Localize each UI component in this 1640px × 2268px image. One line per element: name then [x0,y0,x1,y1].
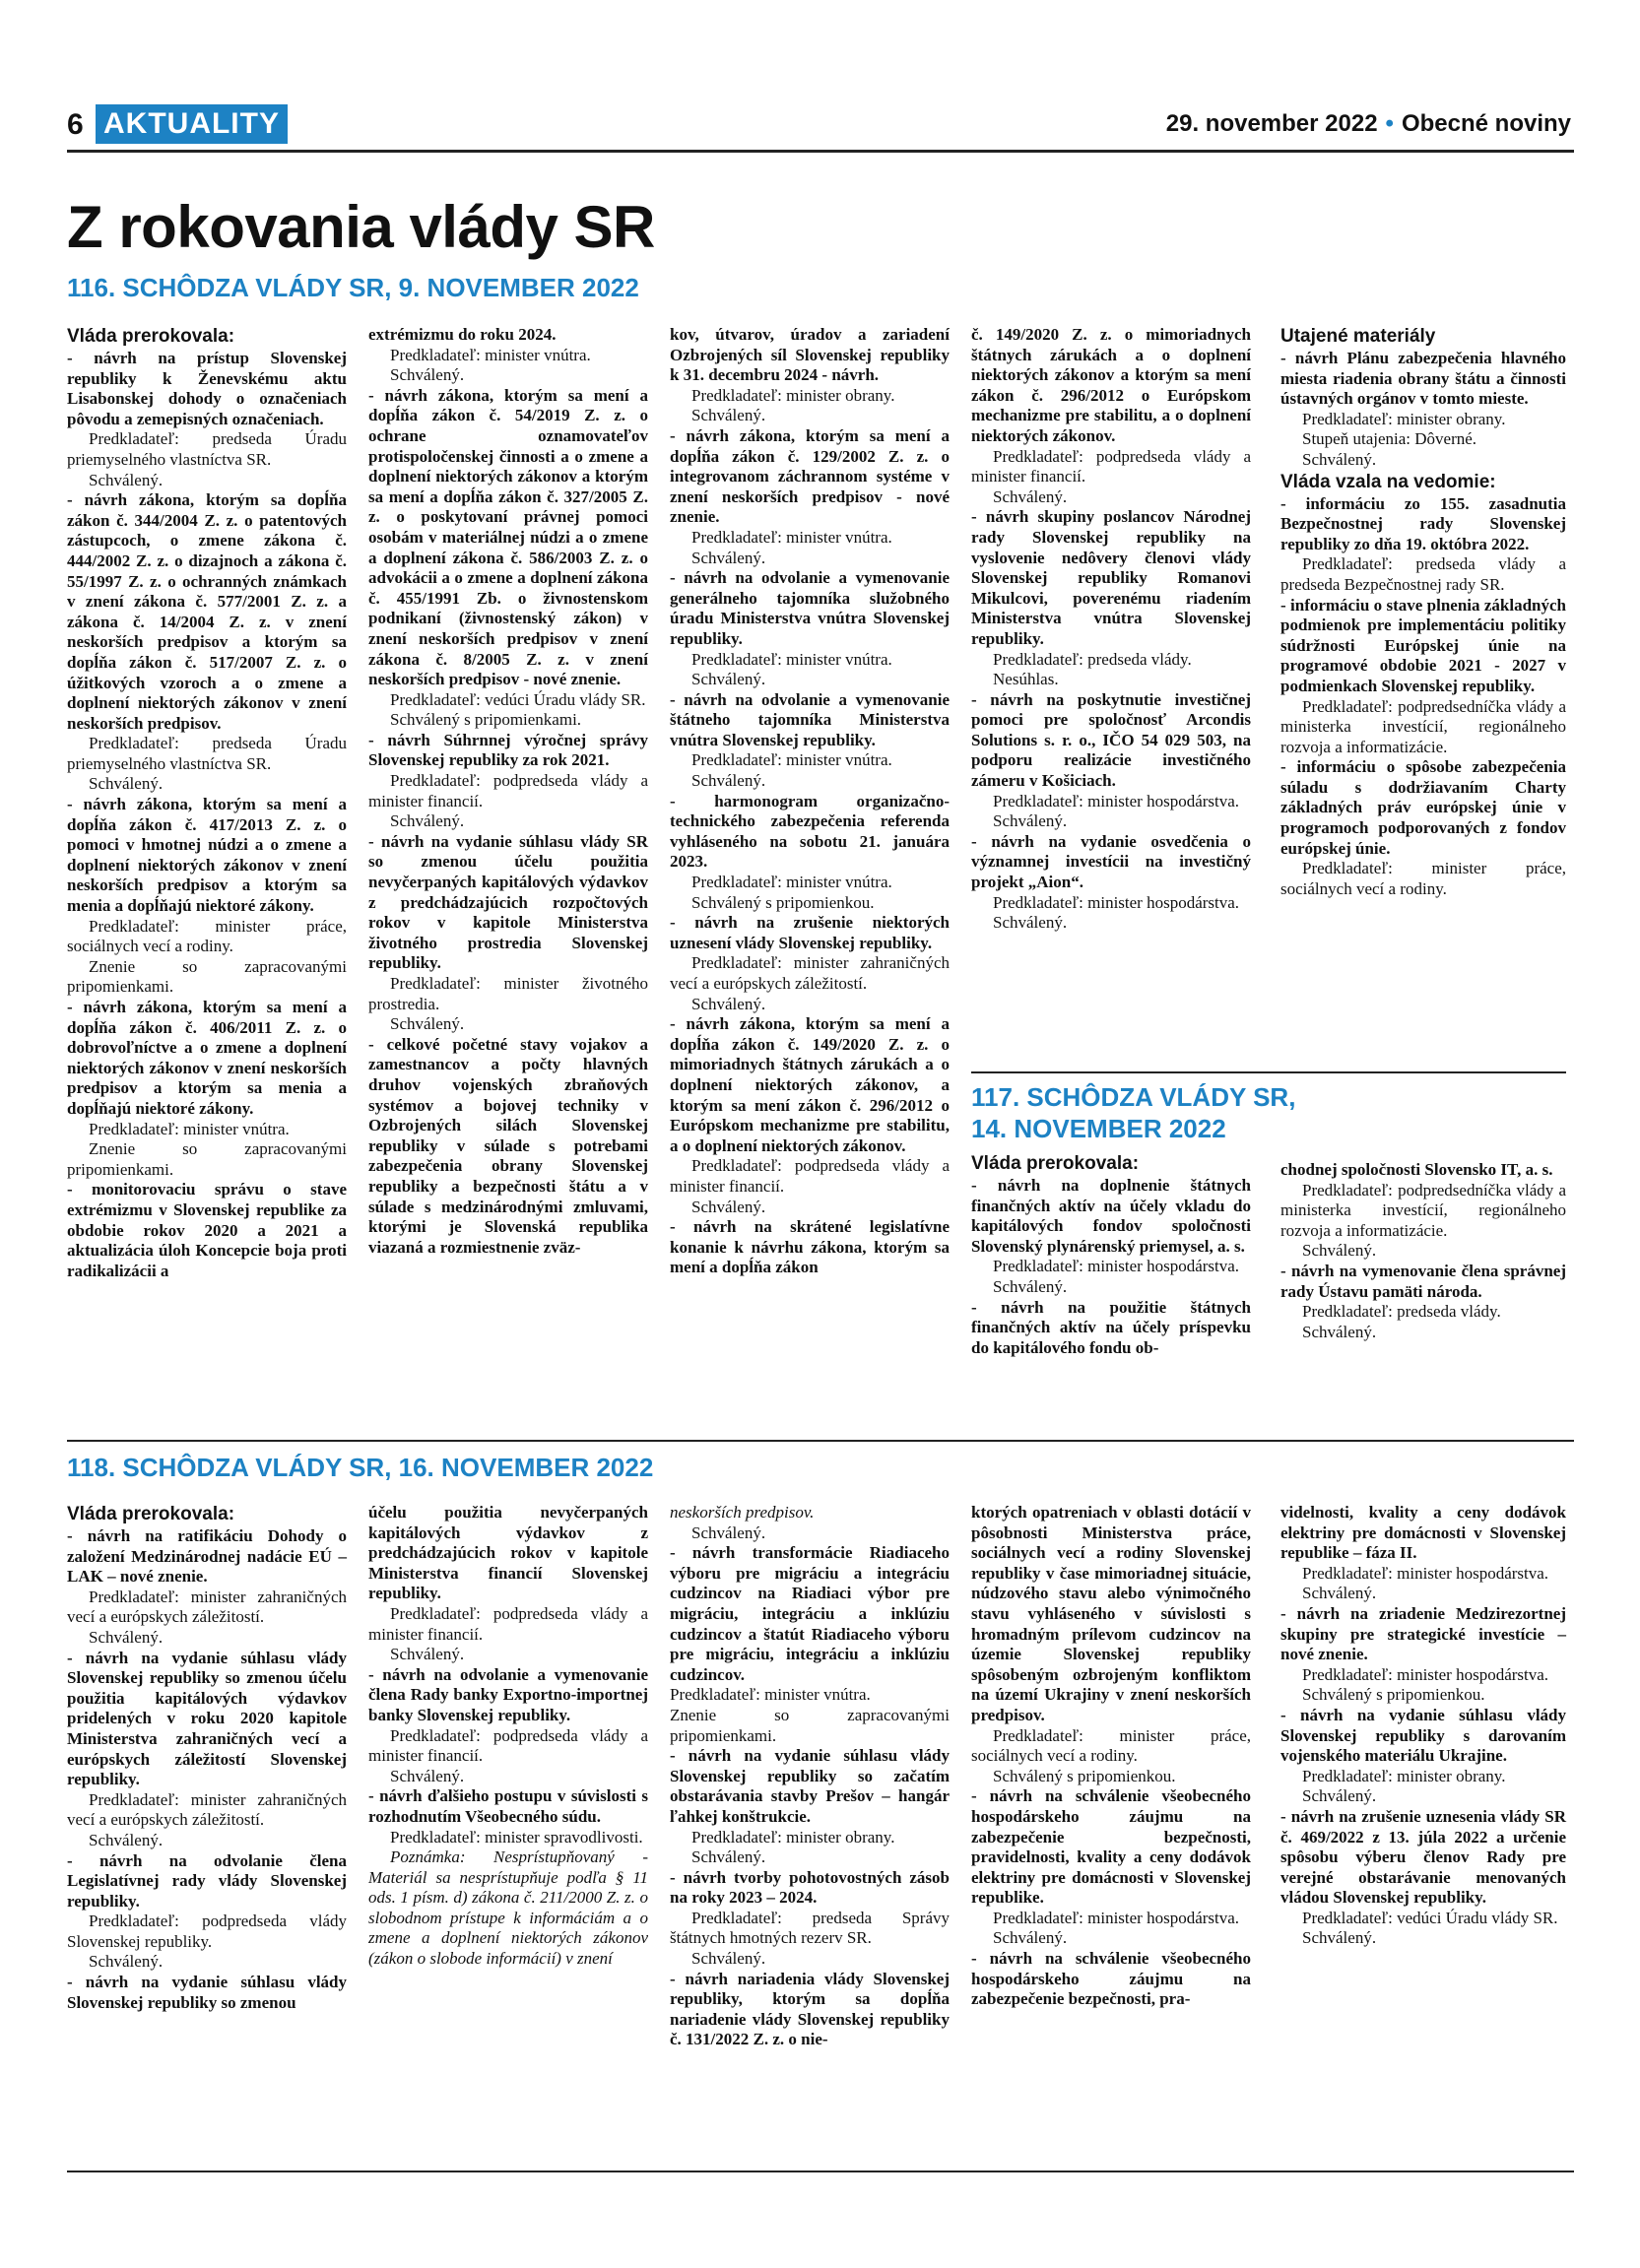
agenda-item: - návrh zákona, ktorým sa mení a dopĺňa zákon č. 417/2013 Z. z. o pomoci v hmotnej núdzi a o zmene a doplnení niektorých zákonov v znení neskorších predpisov a ktorým sa menia a dopĺňajú niektoré zákony. [67,795,347,916]
status-line: Schválený. [89,1952,164,1972]
s117-column-2 [1280,1160,1566,1342]
agenda-item: ktorých opatreniach v oblasti dotácií v pôsobnosti Ministerstva práce, sociálnych vecí a rodiny Slovenskej republiky v čase mimoriadnej situácie, núdzového stavu alebo výnimočného stavu vyhláseného v súvislosti s hromadným prílevom cudzincov na územie Slovenskej republiky spôsobeným ozbrojeným konfliktom na území Ukrajiny v znení neskorších predpisov. [971,1503,1251,1724]
status-line: Schválený. [691,1847,766,1867]
s117-heading [971,1081,1295,1144]
status-line: Schválený. [1302,1584,1377,1603]
status-line: Predkladateľ: podpredseda vlády a minister financií. [368,1603,648,1644]
s117-heading-line-2: 14. NOVEMBER 2022 [971,1114,1226,1143]
agenda-item: - návrh na odvolanie a vymenovanie štátneho tajomníka Ministerstva vnútra Slovenskej republiky. [670,689,950,749]
agenda-item: - informáciu o spôsobe zabezpečenia súladu s dodržiavaním Charty základných práv európskej únie v programoch podporovaných z fondov európskej únie. [1280,757,1566,858]
status-line: Schválený s pripomienkou. [691,892,875,912]
agenda-item: - návrh zákona, ktorým sa dopĺňa zákon č. 344/2004 Z. z. o patentových zástupcoch, o zmene zákona č. 444/2002 Z. z. o dizajnoch a zákona č. 55/1997 Z. z. o ochranných známkach v znení zákona č. 577/2001 Z. z. a zákona č. 14/2004 Z. z. v znení neskorších predpisov a ktorým sa dopĺňa zákon č. 517/2007 Z. z. o úžitkových vzoroch a o zmene a doplnení niektorých zákonov v znení neskorších predpisov. [67,490,347,733]
s116-column-1 [67,325,347,1281]
s118-column-5 [1280,1503,1566,1949]
agenda-item: kov, útvarov, úradov a zariadení Ozbrojených síl Slovenskej republiky k 31. decembru 2024 - návrh. [670,325,950,385]
agenda-item: - návrh na schválenie všeobecného hospodárskeho záujmu na zabezpečenie bezpečnosti, pra- [971,1949,1251,2009]
status-line: Schválený. [993,1928,1068,1948]
status-line: Predkladateľ: podpredseda vlády a minister financií. [670,1156,950,1196]
agenda-item: - návrh zákona, ktorým sa mení a dopĺňa zákon č. 149/2020 Z. z. o mimoriadnych štátnych zárukách a o doplnení niektorých zákonov, a ktorým sa mení zákon č. 296/2012 o Európskom mechanizme pre stabilitu, a o doplnení niektorých zákonov. [670,1014,950,1155]
status-line: Predkladateľ: predseda Správy štátnych hmotných rezerv SR. [670,1908,950,1948]
agenda-item: - monitorovaciu správu o stave extrémizmu v Slovenskej republike za obdobie rokov 2020 a 2021 a aktualizácia úloh Koncepcie boja proti radikalizácii a [67,1180,347,1280]
status-line: Predkladateľ: minister hospodárstva. [993,892,1240,912]
publication-name: Obecné noviny [1401,110,1571,137]
status-line: Schválený s pripomienkou. [993,1766,1176,1785]
issue-date: 29. november 2022 [1165,110,1378,137]
status-line: Predkladateľ: minister vnútra. [691,873,892,892]
status-line: Schválený s pripomienkami. [390,710,582,730]
agenda-item: - návrh na vymenovanie člena správnej rady Ústavu pamäti národa. [1280,1261,1566,1301]
note: Poznámka: Nesprístupňovaný - Materiál sa nesprístupňuje podľa § 11 ods. 1 písm. d) zákona č. 211/2000 Z. z. o slobodnom prístupe k informáciám a o zmene a doplnení niektorých zákonov (zákon o slobode informácií) v znení [368,1847,648,1969]
agenda-item: - návrh ďalšieho postupu v súvislosti s rozhodnutím Všeobecného súdu. [368,1786,648,1826]
status-line: Predkladateľ: minister hospodárstva. [1302,1563,1549,1583]
agenda-item: - celkové početné stavy vojakov a zamestnancov a počty hlavných druhov vojenských zbraňových systémov a bojovej techniky v Ozbrojených silách Slovenskej republiky v súlade s potrebami zabezpečenia obrany Slovenskej republiky a bezpečnosti štátu a v súlade s medzinárodnými zmluvami, ktorými je Slovenská republika viazaná a rozmiestnenie zväz- [368,1034,648,1257]
agenda-item: - návrh na použitie štátnych finančných aktív na účely príspevku do kapitálového fondu ob- [971,1297,1251,1357]
status-line: Predkladateľ: minister vnútra. [670,1685,871,1705]
s118-column-1 [67,1503,347,2013]
status-line: Predkladateľ: predseda vlády. [1302,1302,1501,1322]
agenda-item: - návrh skupiny poslancov Národnej rady Slovenskej republiky na vyslovenie nedôvery členovi vlády Slovenskej republiky Romanovi Mikulcovi, poverenému riadením Ministerstva vnútra Slovenskej republiky. [971,507,1251,648]
status-line: Schválený. [89,1627,164,1647]
status-line: Predkladateľ: podpredseda vlády Slovenskej republiky. [67,1912,347,1951]
status-line: Schválený. [691,1197,766,1216]
status-line: Predkladateľ: minister zahraničných vecí a európskych záležitostí. [67,1789,347,1830]
status-line: Schválený. [993,1276,1068,1296]
status-line: Schválený. [691,1523,766,1542]
status-line: Schválený. [993,486,1068,506]
s117-column-1 [971,1152,1251,1358]
s116-column-4 [971,325,1251,934]
status-line: Schválený. [390,365,465,385]
agenda-item: chodnej spoločnosti Slovensko IT, a. s. [1280,1160,1553,1179]
agenda-item: - návrh Súhrnnej výročnej správy Slovenskej republiky za rok 2021. [368,730,648,770]
s116-column-5 [1280,325,1566,899]
status-line: Predkladateľ: podpredseda vlády a minister financií. [368,1725,648,1766]
status-line: Predkladateľ: minister hospodárstva. [1302,1664,1549,1684]
status-line: Schválený. [390,811,465,831]
subheading: Utajené materiály [1280,326,1436,347]
status-line: Schválený. [89,774,164,794]
agenda-item: - návrh na vydanie súhlasu vlády SR so zmenou účelu použitia nevyčerpaných kapitálových výdavkov z predchádzajúcich rozpočtových rokov v kapitole Ministerstva životného prostredia Slovenskej republiky. [368,831,648,973]
agenda-item: - návrh na odvolanie člena Legislatívnej rady vlády Slovenskej republiky. [67,1850,347,1911]
footer-rule [67,2171,1574,2172]
status-line: Predkladateľ: vedúci Úradu vlády SR. [1302,1908,1558,1927]
agenda-item: - návrh na vydanie súhlasu vlády Slovenskej republiky s darovaním vojenského materiálu Ukrajine. [1280,1705,1566,1766]
status-line: Schválený. [993,913,1068,933]
status-line: Predkladateľ: minister hospodárstva. [993,1908,1240,1927]
agenda-item: - návrh na poskytnutie investičnej pomoci pre spoločnosť Arcondis Solutions s. r. o., IČO 54 029 503, na podporu realizácie investičného zámeru v Košiciach. [971,689,1251,791]
status-line: Predkladateľ: vedúci Úradu vlády SR. [390,689,646,709]
agenda-item: - návrh na schválenie všeobecného hospodárskeho záujmu na zabezpečenie bezpečnosti, pravidelnosti, kvality a ceny dodávok elektriny pre domácnosti v Slovenskej republike. [971,1786,1251,1908]
agenda-item: - návrh zákona, ktorým sa mení a dopĺňa zákon č. 406/2011 Z. z. o dobrovoľníctve a o zmene a doplnení niektorých zákonov v znení neskorších predpisov a ktorým sa menia a dopĺňajú niektoré zákony. [67,998,347,1118]
agenda-item: - návrh na vydanie súhlasu vlády Slovenskej republiky so začatím obstarávania stavby Prešov – hangár ľahkej konštrukcie. [670,1746,950,1826]
status-line: Schválený. [89,1830,164,1849]
status-line: Schválený. [691,771,766,791]
status-line: Predkladateľ: podpredsedníčka vlády a ministerka investícií, regionálneho rozvoja a informatizácie. [1280,696,1566,756]
s116-column-2 [368,325,648,1258]
s117-rule [971,1071,1566,1073]
agenda-item: videlnosti, kvality a ceny dodávok elektriny pre domácnosti v Slovenskej republike – fáza II. [1280,1503,1566,1563]
status-line: Predkladateľ: predseda Úradu priemyselného vlastníctva SR. [67,734,347,773]
status-line: Schválený. [1302,1322,1377,1341]
s118-heading: 118. SCHÔDZA VLÁDY SR, 16. NOVEMBER 2022 [67,1453,654,1482]
header-rule [67,150,1574,153]
agenda-item: - návrh na odvolanie a vymenovanie člena Rady banky Exportno-importnej banky Slovenskej republiky. [368,1664,648,1724]
agenda-item: účelu použitia nevyčerpaných kapitálových výdavkov z predchádzajúcich rokov v kapitole Ministerstva financií Slovenskej republiky. [368,1503,648,1603]
agenda-item: - informáciu o stave plnenia základných podmienok pre implementáciu politiky súdržnosti Európskej únie na programové obdobie 2021 - 2027 v podmienkach Slovenskej republiky. [1280,595,1566,695]
subheading: Vláda prerokovala: [67,326,235,347]
agenda-item: - návrh na zriadenie Medzirezortnej skupiny pre strategické investície – nové znenie. [1280,1603,1566,1664]
status-line: Predkladateľ: minister obrany. [691,1827,895,1847]
page-number: 6 [67,108,84,141]
status-line: Predkladateľ: minister zahraničných vecí a európskych záležitostí. [67,1587,347,1627]
status-line: Predkladateľ: minister hospodárstva. [993,1257,1240,1276]
page-title: Z rokovania vlády SR [67,194,655,260]
subheading: Vláda prerokovala: [67,1504,235,1524]
status-line: Schválený. [691,1949,766,1969]
status-line: Predkladateľ: minister obrany. [1302,1766,1506,1785]
status-line: Predkladateľ: minister vnútra. [691,649,892,669]
agenda-item: - návrh transformácie Riadiaceho výboru pre migráciu a integráciu cudzincov na Riadiaci výbor pre migráciu, integráciu a inklúziu cudzincov a štatút Riadiaceho výboru pre migráciu, integráciu a inklúziu cudzincov. [670,1543,950,1684]
status-line: Schválený. [1302,1241,1377,1261]
agenda-item: - návrh zákona, ktorým sa mení a dopĺňa zákon č. 129/2002 Z. z. o integrovanom záchrannom systéme v znení neskorších predpisov - nové znenie. [670,425,950,527]
status-line: Schválený. [691,994,766,1013]
status-line: Predkladateľ: predseda vlády a predseda Bezpečnostnej rady SR. [1280,554,1566,594]
agenda-item: - návrh na skrátené legislatívne konanie k návrhu zákona, ktorým sa mení a dopĺňa zákon [670,1217,950,1277]
agenda-item: - informáciu zo 155. zasadnutia Bezpečnostnej rady Slovenskej republiky zo dňa 19. októbra 2022. [1280,493,1566,553]
status-line: Predkladateľ: minister vnútra. [691,750,892,770]
status-line: Predkladateľ: minister životného prostredia. [368,974,648,1013]
status-line: Predkladateľ: predseda vlády. [993,649,1192,669]
agenda-item: extrémizmu do roku 2024. [368,325,557,344]
status-line: Predkladateľ: minister hospodárstva. [993,791,1240,810]
status-line: Schválený. [1302,1928,1377,1948]
s118-column-2 [368,1503,648,1970]
agenda-item: - návrh na doplnenie štátnych finančných aktív na účely vkladu do kapitálových fondov spoločnosti Slovenský plynárenský priemysel, a. s. [971,1176,1251,1256]
agenda-item: - návrh na ratifikáciu Dohody o založení Medzinárodnej nadácie EÚ – LAK – nové znenie. [67,1526,347,1587]
agenda-item: - harmonogram organizačno-technického zabezpečenia referenda vyhláseného na sobotu 21. januára 2023. [670,791,950,872]
agenda-item: - návrh na vydanie osvedčenia o významnej investícii na investičný projekt „Aion“. [971,831,1251,892]
status-line: Predkladateľ: minister vnútra. [390,345,591,364]
status-line: Predkladateľ: podpredsedníčka vlády a ministerka investícií, regionálneho rozvoja a informatizácie. [1280,1180,1566,1240]
status-line: Predkladateľ: minister vnútra. [691,527,892,547]
status-line: Schválený. [691,670,766,689]
status-line: Schválený. [993,811,1068,831]
issue-info [1166,110,1571,138]
s117-heading-line-1: 117. SCHÔDZA VLÁDY SR, [971,1082,1296,1112]
s118-column-3 [670,1503,950,2050]
agenda-item: - návrh na odvolanie a vymenovanie generálneho tajomníka služobného úradu Ministerstva vnútra Slovenskej republiky. [670,568,950,648]
status-line: Predkladateľ: minister obrany. [691,385,895,405]
status-line: Predkladateľ: minister zahraničných vecí a európskych záležitostí. [670,953,950,993]
status-line: Znenie so zapracovanými pripomienkami. [67,1139,347,1179]
status-line: Stupeň utajenia: Dôverné. [1302,429,1477,449]
status-line: Predkladateľ: minister práce, sociálnych vecí a rodiny. [971,1725,1251,1766]
status-line: Predkladateľ: minister obrany. [1302,409,1506,428]
status-line: Schválený. [390,1014,465,1034]
s116-column-3 [670,325,950,1278]
status-line: Schválený. [89,470,164,489]
section-label: AKTUALITY [96,104,288,144]
agenda-item: - návrh na vydanie súhlasu vlády Slovenskej republiky so zmenou účelu použitia kapitálových výdavkov pridelených v roku 2020 kapitole Ministerstva zahraničných vecí a európskych záležitostí Slovenskej republiky. [67,1648,347,1789]
status-line: Schválený s pripomienkou. [1302,1685,1485,1705]
agenda-item: - návrh na zrušenie uznesenia vlády SR č. 469/2022 z 13. júla 2022 a určenie spôsobu výberu členov Rady pre verejné obstarávanie menovaných vládou Slovenskej republiky. [1280,1806,1566,1908]
status-line: Schválený. [1302,449,1377,469]
status-line: Znenie so zapracovanými pripomienkami. [67,956,347,997]
subheading: Vláda prerokovala: [971,1153,1140,1174]
agenda-item: - návrh nariadenia vlády Slovenskej republiky, ktorým sa dopĺňa nariadenie vlády Slovenskej republiky č. 131/2022 Z. z. o nie- [670,1969,950,2049]
agenda-item: - návrh na prístup Slovenskej republiky k Ženevskému aktu Lisabonskej dohody o označeniach pôvodu a zemepisných označeniach. [67,349,347,428]
agenda-item: č. 149/2020 Z. z. o mimoriadnych štátnych zárukách a o doplnení niektorých zákonov a ktorým sa mení zákon č. 296/2012 o Európskom mechanizme pre stabilitu, a o doplnení niektorých zákonov. [971,325,1251,445]
status-line: Schválený. [1302,1786,1377,1806]
status-line: Znenie so zapracovanými pripomienkami. [670,1705,950,1745]
agenda-item: - návrh Plánu zabezpečenia hlavného miesta riadenia obrany štátu a činnosti ústavných orgánov v tomto mieste. [1280,349,1566,409]
status-line: Predkladateľ: predseda Úradu priemyselného vlastníctva SR. [67,429,347,469]
agenda-item: - návrh na vydanie súhlasu vlády Slovenskej republiky so zmenou [67,1973,347,2012]
subheading: Vláda vzala na vedomie: [1280,471,1496,492]
status-line: Predkladateľ: minister práce, sociálnych vecí a rodiny. [67,916,347,956]
status-line: Predkladateľ: minister spravodlivosti. [390,1827,643,1847]
separator-dot: • [1385,110,1394,137]
status-line: Predkladateľ: minister vnútra. [89,1119,290,1138]
status-line: Schválený. [390,1645,465,1664]
s116-heading: 116. SCHÔDZA VLÁDY SR, 9. NOVEMBER 2022 [67,273,639,302]
agenda-item: - návrh zákona, ktorým sa mení a dopĺňa zákon č. 54/2019 Z. z. o ochrane oznamovateľov protispoločenskej činnosti a o zmene a doplnení niektorých zákonov a ktorým sa mení a dopĺňa zákon č. 327/2005 Z. z. o poskytovaní právnej pomoci osobám v materiálnej núdzi a o zmene a doplnení zákona č. 586/2003 Z. z. o advokácii a o zmene a doplnení zákona č. 455/1991 Zb. o živnostenskom podnikaní (živnostenský zákon) v znení neskorších predpisov v znení zákona č. 8/2005 Z. z. v znení neskorších predpisov - nové znenie. [368,385,648,689]
agenda-item: - návrh tvorby pohotovostných zásob na roky 2023 – 2024. [670,1867,950,1908]
agenda-item: - návrh na zrušenie niektorých uznesení vlády Slovenskej republiky. [670,913,950,952]
status-line: neskorších predpisov. [670,1503,815,1522]
status-line: Predkladateľ: minister práce, sociálnych vecí a rodiny. [1280,859,1566,898]
status-line: Predkladateľ: podpredseda vlády a minister financií. [971,446,1251,486]
status-line: Schválený. [691,548,766,567]
status-line: Schválený. [390,1766,465,1785]
status-line: Predkladateľ: podpredseda vlády a minister financií. [368,771,648,810]
status-line: Nesúhlas. [993,670,1059,689]
s118-rule [67,1440,1574,1442]
status-line: Schválený. [691,406,766,425]
s118-column-4 [971,1503,1251,2010]
